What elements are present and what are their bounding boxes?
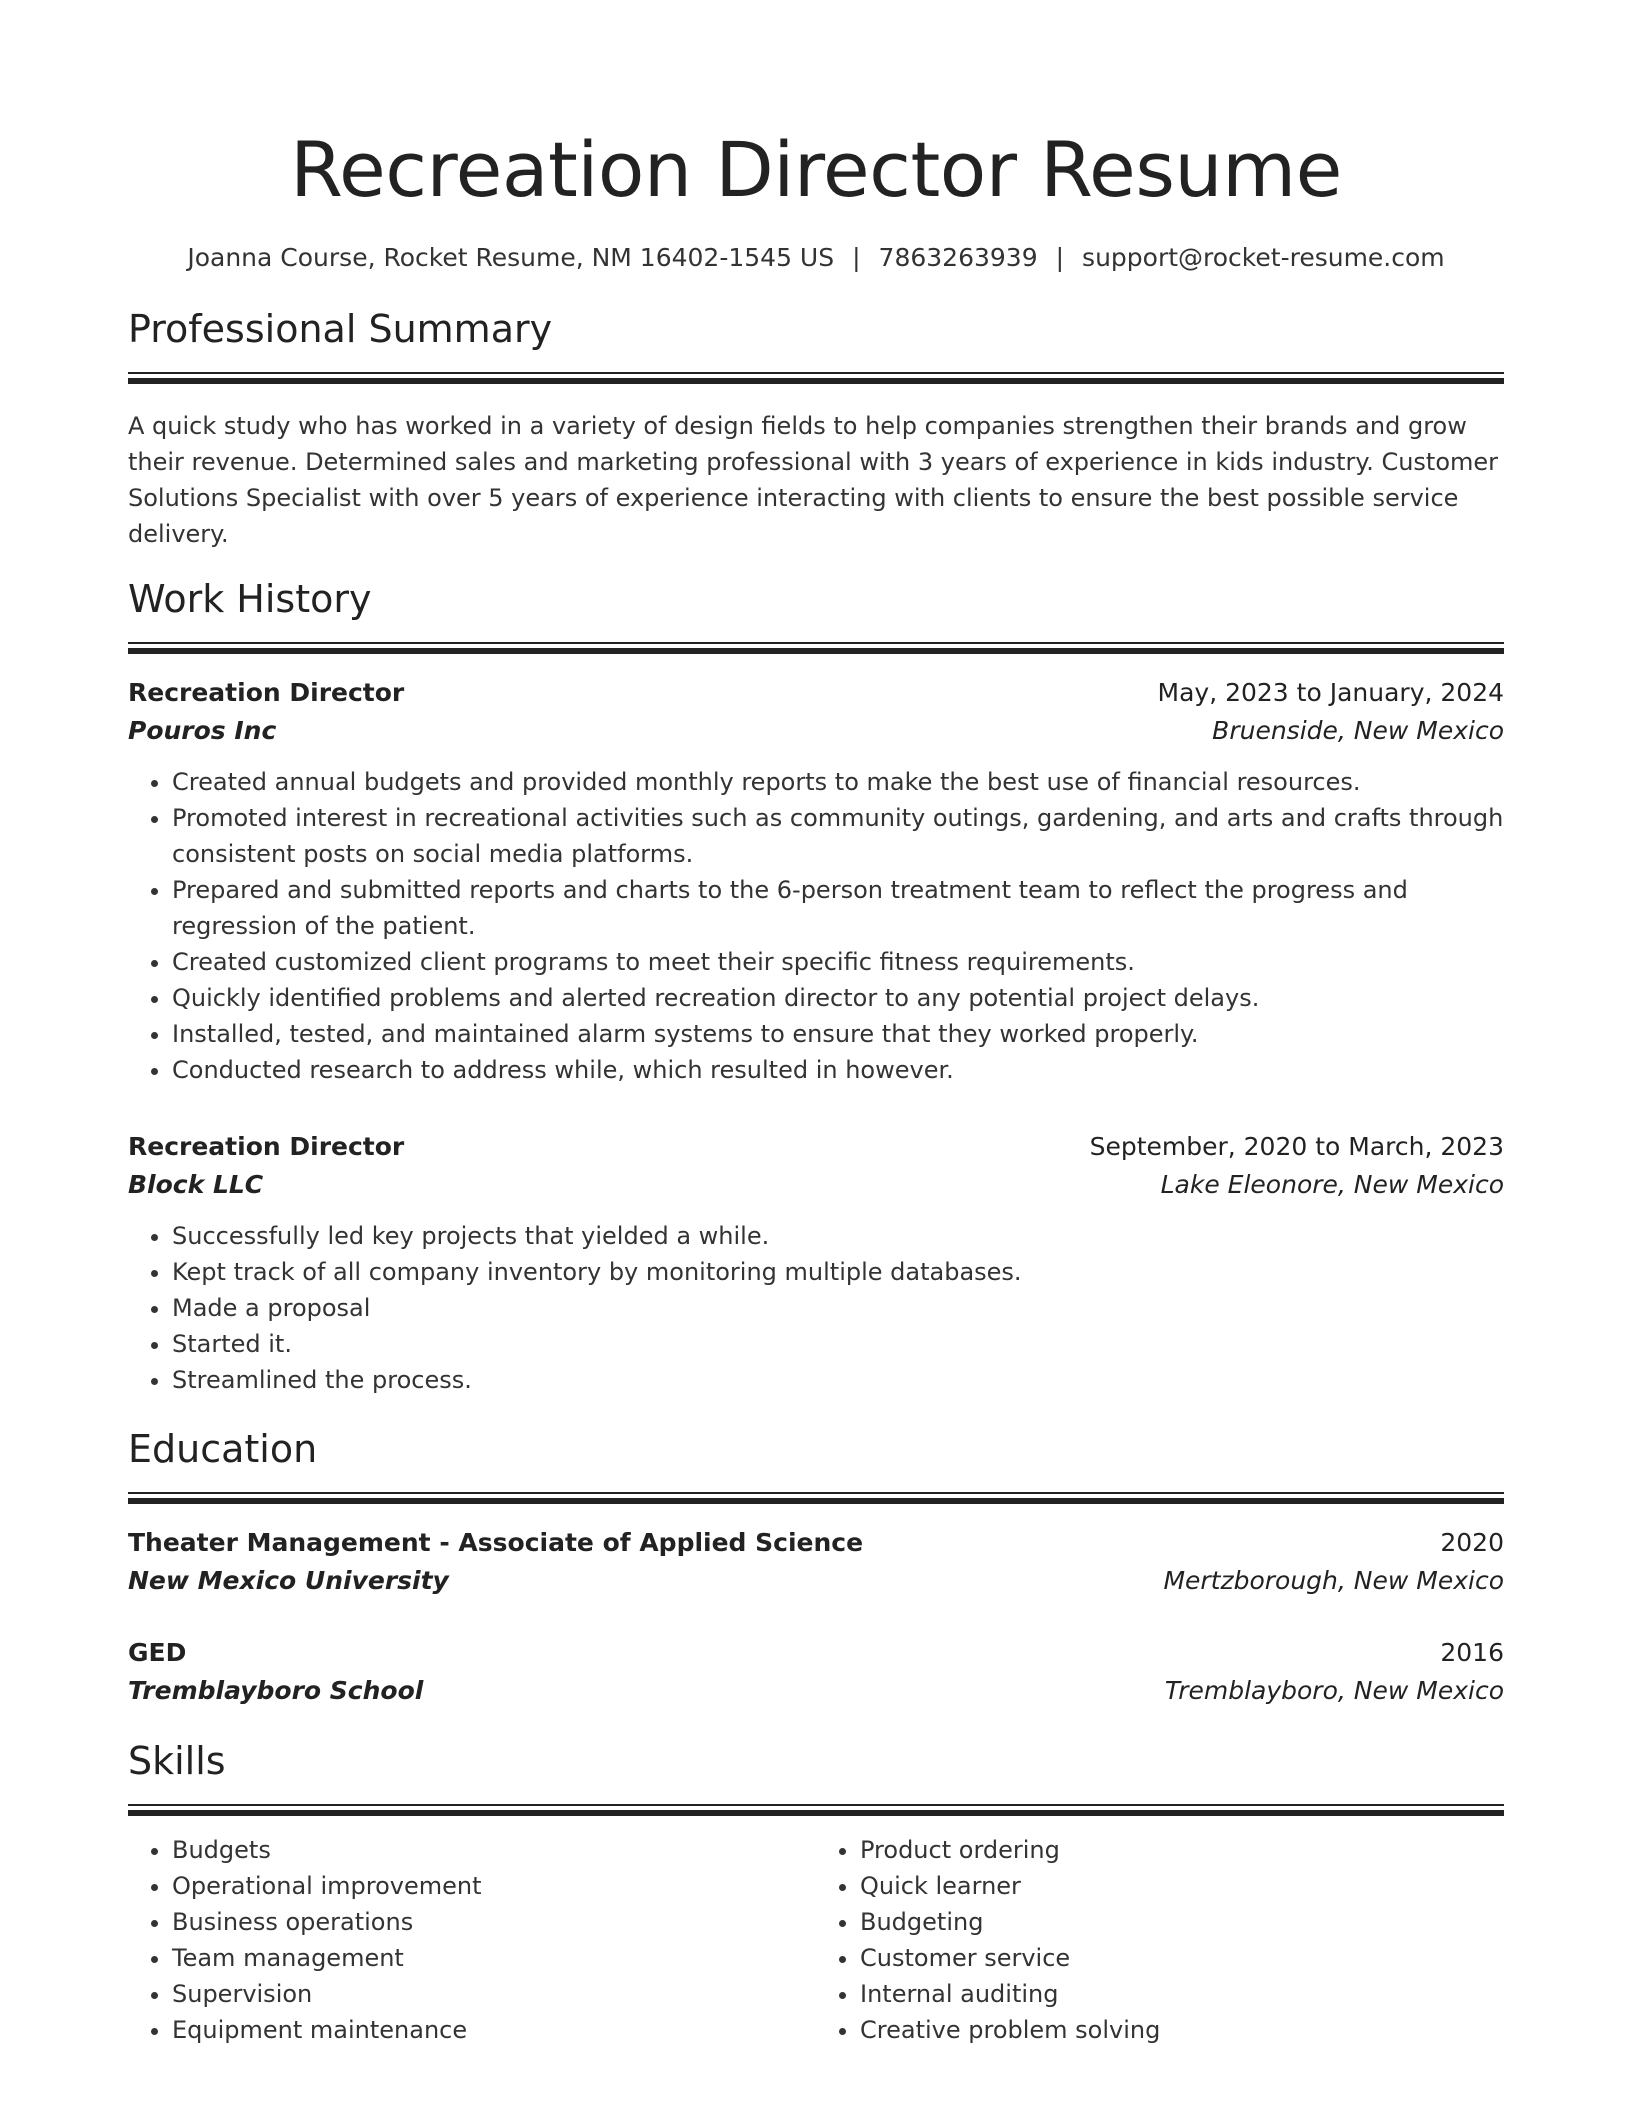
job-location: Lake Eleonore, New Mexico <box>1160 1170 1504 1199</box>
education-school: Tremblayboro School <box>128 1676 424 1705</box>
section-divider <box>128 372 1504 382</box>
education-header-row <box>128 1524 1504 1562</box>
skills-grid <box>128 1832 1504 2048</box>
job-bullet: • Installed, tested, and maintained alarm systems to ensure that they worked properly. <box>172 1016 1504 1052</box>
education-school: New Mexico University <box>128 1566 449 1595</box>
skills-left-column <box>128 1832 816 2048</box>
job-bullet: • Created customized client programs to meet their specific fitness requirements. <box>172 944 1504 980</box>
job-bullet: • Successfully led key projects that yielded a while. <box>172 1218 1504 1254</box>
job-title: Recreation Director <box>128 678 405 707</box>
job-title: Recreation Director <box>128 1132 405 1161</box>
job-header-row <box>128 1128 1504 1166</box>
contact-email: support@rocket-resume.com <box>1082 243 1445 272</box>
job-bullets <box>128 764 1504 1088</box>
education-location: Tremblayboro, New Mexico <box>1164 1676 1504 1705</box>
job-company: Block LLC <box>128 1170 264 1199</box>
contact-line <box>128 240 1504 276</box>
skill-item: • Creative problem solving <box>860 2012 1504 2048</box>
section-divider <box>128 642 1504 652</box>
job-bullet: • Streamlined the process. <box>172 1362 1504 1398</box>
job-bullet: • Quickly identified problems and alerted recreation director to any potential project delays. <box>172 980 1504 1016</box>
contact-phone: 7863263939 <box>878 243 1038 272</box>
section-divider <box>128 1492 1504 1502</box>
skill-item: • Operational improvement <box>172 1868 816 1904</box>
job-bullet: • Conducted research to address while, which resulted in however. <box>172 1052 1504 1088</box>
contact-separator: | <box>852 243 861 272</box>
skill-item: • Budgets <box>172 1832 816 1868</box>
education-header-row <box>128 1634 1504 1672</box>
work-history-section <box>128 574 1504 1398</box>
summary-text: A quick study who has worked in a variety of design fields to help companies strengthen their brands and grow their revenue. Determined sales and marketing professional with 3 years of experience in kids industry. Customer Solutions Specialist with over 5 years of experience interacting with clients to ensure the best possible service delivery. <box>128 412 1499 548</box>
education-location: Mertzborough, New Mexico <box>1163 1566 1504 1595</box>
education-year: 2016 <box>1440 1638 1504 1667</box>
job-bullet: • Started it. <box>172 1326 1504 1362</box>
skill-item: • Equipment maintenance <box>172 2012 816 2048</box>
job-dates: May, 2023 to January, 2024 <box>1157 678 1504 707</box>
job-company-row <box>128 712 1504 750</box>
job-entry <box>128 674 1504 1088</box>
job-company: Pouros Inc <box>128 716 277 745</box>
skill-item: • Business operations <box>172 1904 816 1940</box>
skill-item: • Quick learner <box>860 1868 1504 1904</box>
education-degree: GED <box>128 1638 187 1667</box>
summary-section <box>128 304 1504 552</box>
skill-item: • Customer service <box>860 1940 1504 1976</box>
job-entry <box>128 1128 1504 1398</box>
contact-separator: | <box>1055 243 1065 272</box>
summary-heading: Professional Summary <box>128 307 553 351</box>
job-header-row <box>128 674 1504 712</box>
job-bullet: • Kept track of all company inventory by monitoring multiple databases. <box>172 1254 1504 1290</box>
section-divider <box>128 1804 1504 1814</box>
job-location: Bruenside, New Mexico <box>1212 716 1504 745</box>
work-history-heading: Work History <box>128 577 372 621</box>
job-bullet: • Created annual budgets and provided monthly reports to make the best use of financial resources. <box>172 764 1504 800</box>
skill-item: • Internal auditing <box>860 1976 1504 2012</box>
resume-title: Recreation Director Resume <box>290 125 1342 214</box>
job-company-row <box>128 1166 1504 1204</box>
skill-item: • Budgeting <box>860 1904 1504 1940</box>
job-bullet: • Prepared and submitted reports and charts to the 6-person treatment team to reflect the progress and regression of the patient. <box>172 872 1504 944</box>
skills-right-column <box>816 1832 1504 2048</box>
education-school-row <box>128 1672 1504 1710</box>
job-bullet: • Made a proposal <box>172 1290 1504 1326</box>
education-year: 2020 <box>1440 1528 1504 1557</box>
skill-item: • Product ordering <box>860 1832 1504 1868</box>
skills-heading: Skills <box>128 1739 226 1783</box>
education-degree: Theater Management - Associate of Applied Science <box>128 1528 864 1557</box>
education-school-row <box>128 1562 1504 1600</box>
contact-address: Joanna Course, Rocket Resume, NM 16402-1545 US <box>187 243 835 272</box>
education-entry <box>128 1524 1504 1600</box>
skills-section <box>128 1736 1504 2048</box>
skill-item: • Team management <box>172 1940 816 1976</box>
job-dates: September, 2020 to March, 2023 <box>1089 1132 1504 1161</box>
skill-item: • Supervision <box>172 1976 816 2012</box>
education-heading: Education <box>128 1427 318 1471</box>
education-entry <box>128 1634 1504 1710</box>
job-bullet: • Promoted interest in recreational activities such as community outings, gardening, and arts and crafts through consistent posts on social media platforms. <box>172 800 1504 872</box>
education-section <box>128 1424 1504 1710</box>
job-bullets <box>128 1218 1504 1398</box>
